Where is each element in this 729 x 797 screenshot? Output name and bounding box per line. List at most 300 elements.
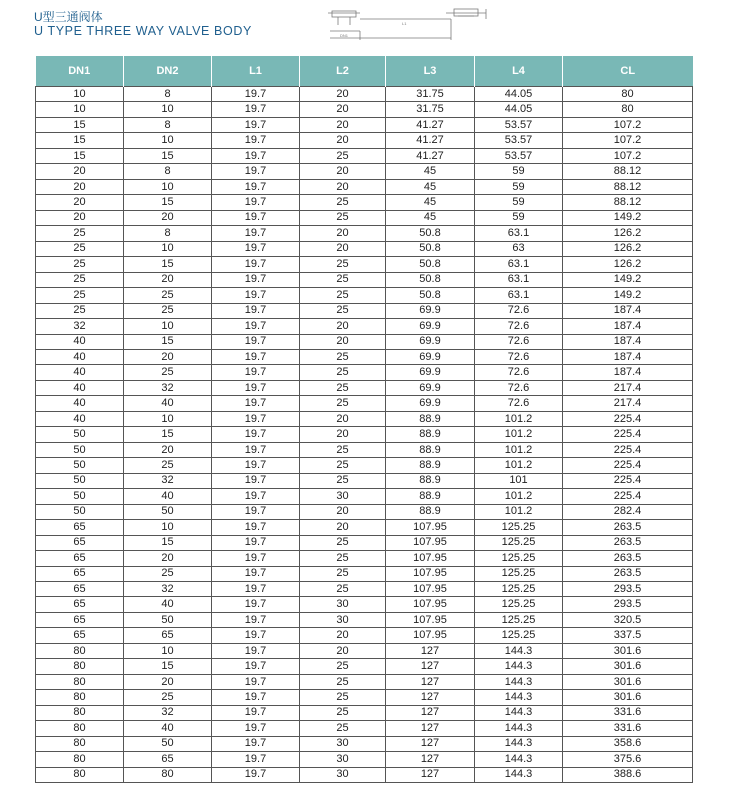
cell-l2: 30 <box>300 597 386 612</box>
cell-cl: 225.4 <box>563 411 693 426</box>
cell-l2: 20 <box>300 411 386 426</box>
cell-l3: 45 <box>386 164 475 179</box>
cell-dn2: 15 <box>124 535 212 550</box>
table-header-row <box>36 56 693 87</box>
cell-l3: 69.9 <box>386 349 475 364</box>
cell-cl: 80 <box>563 87 693 102</box>
cell-dn1: 40 <box>36 365 124 380</box>
cell-dn1: 40 <box>36 380 124 395</box>
cell-l1: 19.7 <box>212 365 300 380</box>
cell-l2: 30 <box>300 489 386 504</box>
cell-cl: 301.6 <box>563 674 693 689</box>
table-row <box>36 674 693 689</box>
header-l3: L3 <box>386 56 475 87</box>
cell-dn1: 10 <box>36 87 124 102</box>
cell-l3: 88.9 <box>386 411 475 426</box>
cell-cl: 331.6 <box>563 721 693 736</box>
cell-cl: 282.4 <box>563 504 693 519</box>
cell-cl: 301.6 <box>563 643 693 658</box>
cell-l3: 41.27 <box>386 148 475 163</box>
cell-l1: 19.7 <box>212 643 300 658</box>
cell-l4: 63.1 <box>475 257 563 272</box>
cell-cl: 301.6 <box>563 690 693 705</box>
cell-l3: 107.95 <box>386 597 475 612</box>
cell-dn2: 20 <box>124 210 212 225</box>
cell-dn1: 25 <box>36 226 124 241</box>
cell-l1: 19.7 <box>212 380 300 395</box>
cell-l4: 125.25 <box>475 535 563 550</box>
cell-l4: 72.6 <box>475 396 563 411</box>
cell-l4: 125.25 <box>475 582 563 597</box>
cell-cl: 126.2 <box>563 257 693 272</box>
cell-l2: 25 <box>300 535 386 550</box>
cell-l4: 101.2 <box>475 489 563 504</box>
cell-l3: 45 <box>386 179 475 194</box>
cell-l1: 19.7 <box>212 210 300 225</box>
cell-l3: 107.95 <box>386 551 475 566</box>
cell-l1: 19.7 <box>212 133 300 148</box>
cell-dn2: 8 <box>124 87 212 102</box>
cell-l2: 25 <box>300 690 386 705</box>
cell-cl: 88.12 <box>563 164 693 179</box>
cell-dn1: 80 <box>36 705 124 720</box>
cell-l2: 25 <box>300 705 386 720</box>
cell-cl: 263.5 <box>563 551 693 566</box>
cell-cl: 388.6 <box>563 767 693 782</box>
cell-l2: 20 <box>300 226 386 241</box>
cell-l3: 50.8 <box>386 272 475 287</box>
cell-l4: 101 <box>475 473 563 488</box>
cell-l4: 59 <box>475 210 563 225</box>
cell-l4: 101.2 <box>475 504 563 519</box>
table-row <box>36 102 693 117</box>
cell-l2: 25 <box>300 195 386 210</box>
cell-l4: 63.1 <box>475 288 563 303</box>
cell-dn1: 40 <box>36 411 124 426</box>
cell-l3: 127 <box>386 736 475 751</box>
cell-l3: 107.95 <box>386 582 475 597</box>
cell-dn1: 80 <box>36 690 124 705</box>
table-row <box>36 643 693 658</box>
cell-l3: 127 <box>386 721 475 736</box>
cell-dn2: 25 <box>124 566 212 581</box>
cell-dn2: 65 <box>124 752 212 767</box>
table-row <box>36 241 693 256</box>
cell-l1: 19.7 <box>212 520 300 535</box>
cell-cl: 187.4 <box>563 303 693 318</box>
table-row <box>36 133 693 148</box>
cell-cl: 107.2 <box>563 148 693 163</box>
cell-l4: 101.2 <box>475 458 563 473</box>
cell-l3: 69.9 <box>386 380 475 395</box>
cell-l2: 25 <box>300 551 386 566</box>
cell-l1: 19.7 <box>212 597 300 612</box>
valve-drawing <box>326 5 496 43</box>
cell-l4: 101.2 <box>475 442 563 457</box>
cell-l1: 19.7 <box>212 721 300 736</box>
cell-l1: 19.7 <box>212 226 300 241</box>
table-row <box>36 736 693 751</box>
table-row <box>36 628 693 643</box>
cell-cl: 263.5 <box>563 535 693 550</box>
cell-dn1: 15 <box>36 133 124 148</box>
cell-l3: 69.9 <box>386 334 475 349</box>
cell-dn2: 10 <box>124 319 212 334</box>
cell-cl: 263.5 <box>563 566 693 581</box>
cell-l4: 144.3 <box>475 643 563 658</box>
cell-dn1: 50 <box>36 473 124 488</box>
cell-l4: 125.25 <box>475 597 563 612</box>
cell-dn2: 50 <box>124 736 212 751</box>
cell-l2: 20 <box>300 628 386 643</box>
cell-dn2: 20 <box>124 349 212 364</box>
cell-cl: 187.4 <box>563 365 693 380</box>
cell-dn2: 10 <box>124 411 212 426</box>
table-row <box>36 195 693 210</box>
cell-l4: 72.6 <box>475 319 563 334</box>
cell-l1: 19.7 <box>212 690 300 705</box>
cell-l4: 144.3 <box>475 705 563 720</box>
cell-l4: 144.3 <box>475 659 563 674</box>
cell-dn1: 10 <box>36 102 124 117</box>
cell-cl: 126.2 <box>563 226 693 241</box>
cell-dn2: 25 <box>124 365 212 380</box>
cell-l4: 72.6 <box>475 303 563 318</box>
cell-l2: 20 <box>300 334 386 349</box>
cell-l4: 125.25 <box>475 566 563 581</box>
cell-l1: 19.7 <box>212 241 300 256</box>
cell-l3: 127 <box>386 690 475 705</box>
cell-l3: 127 <box>386 674 475 689</box>
cell-l4: 59 <box>475 195 563 210</box>
cell-dn1: 80 <box>36 659 124 674</box>
cell-dn1: 50 <box>36 442 124 457</box>
cell-dn1: 65 <box>36 520 124 535</box>
cell-cl: 225.4 <box>563 458 693 473</box>
cell-l3: 88.9 <box>386 504 475 519</box>
cell-l3: 127 <box>386 659 475 674</box>
cell-l3: 69.9 <box>386 303 475 318</box>
cell-l1: 19.7 <box>212 319 300 334</box>
cell-l4: 72.6 <box>475 334 563 349</box>
cell-l1: 19.7 <box>212 303 300 318</box>
cell-l4: 144.3 <box>475 690 563 705</box>
cell-l3: 88.9 <box>386 473 475 488</box>
cell-l1: 19.7 <box>212 272 300 287</box>
cell-l2: 25 <box>300 257 386 272</box>
cell-dn2: 20 <box>124 272 212 287</box>
table-row <box>36 226 693 241</box>
cell-dn1: 20 <box>36 195 124 210</box>
table-row <box>36 489 693 504</box>
cell-l4: 125.25 <box>475 612 563 627</box>
cell-l1: 19.7 <box>212 551 300 566</box>
cell-l2: 30 <box>300 736 386 751</box>
table-row <box>36 164 693 179</box>
cell-l1: 19.7 <box>212 489 300 504</box>
cell-l4: 63.1 <box>475 226 563 241</box>
cell-l2: 20 <box>300 520 386 535</box>
cell-l4: 144.3 <box>475 721 563 736</box>
cell-l2: 20 <box>300 102 386 117</box>
cell-l1: 19.7 <box>212 628 300 643</box>
cell-dn1: 65 <box>36 551 124 566</box>
cell-l2: 25 <box>300 582 386 597</box>
cell-l2: 20 <box>300 87 386 102</box>
cell-l3: 107.95 <box>386 520 475 535</box>
cell-l3: 88.9 <box>386 442 475 457</box>
cell-l3: 50.8 <box>386 226 475 241</box>
cell-l3: 107.95 <box>386 612 475 627</box>
cell-l2: 25 <box>300 396 386 411</box>
table-row <box>36 612 693 627</box>
title-english: U TYPE THREE WAY VALVE BODY <box>34 24 252 38</box>
cell-l3: 31.75 <box>386 87 475 102</box>
cell-l1: 19.7 <box>212 334 300 349</box>
table-row <box>36 597 693 612</box>
cell-l1: 19.7 <box>212 659 300 674</box>
cell-l2: 20 <box>300 179 386 194</box>
cell-l2: 25 <box>300 566 386 581</box>
table-row <box>36 752 693 767</box>
cell-cl: 217.4 <box>563 380 693 395</box>
cell-l4: 144.3 <box>475 752 563 767</box>
cell-dn2: 15 <box>124 334 212 349</box>
table-row <box>36 365 693 380</box>
cell-l3: 31.75 <box>386 102 475 117</box>
cell-l4: 72.6 <box>475 349 563 364</box>
cell-dn2: 20 <box>124 674 212 689</box>
cell-l1: 19.7 <box>212 612 300 627</box>
cell-dn2: 10 <box>124 133 212 148</box>
cell-dn2: 10 <box>124 179 212 194</box>
cell-l1: 19.7 <box>212 257 300 272</box>
cell-cl: 107.2 <box>563 117 693 132</box>
cell-l4: 63.1 <box>475 272 563 287</box>
cell-dn1: 25 <box>36 272 124 287</box>
cell-dn2: 15 <box>124 195 212 210</box>
cell-cl: 225.4 <box>563 489 693 504</box>
cell-l3: 69.9 <box>386 365 475 380</box>
cell-l3: 50.8 <box>386 257 475 272</box>
header-l4: L4 <box>475 56 563 87</box>
cell-cl: 187.4 <box>563 349 693 364</box>
cell-l2: 25 <box>300 148 386 163</box>
cell-cl: 225.4 <box>563 427 693 442</box>
cell-l3: 127 <box>386 705 475 720</box>
cell-dn2: 25 <box>124 458 212 473</box>
cell-l1: 19.7 <box>212 767 300 782</box>
cell-dn2: 40 <box>124 721 212 736</box>
table-row <box>36 473 693 488</box>
cell-l1: 19.7 <box>212 504 300 519</box>
cell-cl: 375.6 <box>563 752 693 767</box>
table-row <box>36 721 693 736</box>
cell-cl: 337.5 <box>563 628 693 643</box>
table-row <box>36 396 693 411</box>
cell-l3: 127 <box>386 752 475 767</box>
cell-dn1: 65 <box>36 597 124 612</box>
cell-l4: 101.2 <box>475 427 563 442</box>
cell-l4: 101.2 <box>475 411 563 426</box>
table-row <box>36 334 693 349</box>
cell-cl: 149.2 <box>563 288 693 303</box>
cell-dn1: 50 <box>36 504 124 519</box>
cell-l2: 30 <box>300 612 386 627</box>
cell-cl: 331.6 <box>563 705 693 720</box>
cell-dn2: 15 <box>124 427 212 442</box>
table-row <box>36 582 693 597</box>
cell-cl: 301.6 <box>563 659 693 674</box>
cell-dn2: 10 <box>124 520 212 535</box>
cell-l3: 88.9 <box>386 489 475 504</box>
cell-l1: 19.7 <box>212 117 300 132</box>
cell-l2: 25 <box>300 674 386 689</box>
cell-dn1: 25 <box>36 303 124 318</box>
cell-l2: 20 <box>300 117 386 132</box>
cell-l4: 44.05 <box>475 87 563 102</box>
cell-l3: 127 <box>386 767 475 782</box>
table-row <box>36 458 693 473</box>
cell-l4: 125.25 <box>475 520 563 535</box>
cell-cl: 149.2 <box>563 210 693 225</box>
cell-dn2: 8 <box>124 117 212 132</box>
cell-l3: 41.27 <box>386 117 475 132</box>
cell-l2: 20 <box>300 504 386 519</box>
cell-l1: 19.7 <box>212 705 300 720</box>
table-row <box>36 257 693 272</box>
header-l2: L2 <box>300 56 386 87</box>
cell-dn2: 25 <box>124 303 212 318</box>
cell-cl: 80 <box>563 102 693 117</box>
cell-cl: 320.5 <box>563 612 693 627</box>
cell-l2: 25 <box>300 442 386 457</box>
cell-l1: 19.7 <box>212 427 300 442</box>
header-l1: L1 <box>212 56 300 87</box>
cell-l4: 72.6 <box>475 380 563 395</box>
cell-l1: 19.7 <box>212 566 300 581</box>
table-row <box>36 535 693 550</box>
cell-dn1: 80 <box>36 643 124 658</box>
cell-l4: 72.6 <box>475 365 563 380</box>
cell-dn1: 20 <box>36 210 124 225</box>
cell-dn2: 40 <box>124 396 212 411</box>
cell-cl: 358.6 <box>563 736 693 751</box>
cell-l2: 25 <box>300 288 386 303</box>
cell-dn1: 80 <box>36 721 124 736</box>
cell-l2: 20 <box>300 643 386 658</box>
cell-dn2: 8 <box>124 226 212 241</box>
header-dn1: DN1 <box>36 56 124 87</box>
cell-l1: 19.7 <box>212 349 300 364</box>
cell-dn1: 50 <box>36 458 124 473</box>
cell-l3: 88.9 <box>386 427 475 442</box>
cell-l2: 20 <box>300 133 386 148</box>
table-row <box>36 566 693 581</box>
cell-dn2: 80 <box>124 767 212 782</box>
header-cl: CL <box>563 56 693 87</box>
cell-dn1: 50 <box>36 427 124 442</box>
cell-dn1: 65 <box>36 628 124 643</box>
cell-l1: 19.7 <box>212 195 300 210</box>
cell-cl: 225.4 <box>563 473 693 488</box>
cell-l4: 144.3 <box>475 674 563 689</box>
spec-table <box>35 56 693 783</box>
cell-dn1: 25 <box>36 288 124 303</box>
cell-dn1: 80 <box>36 752 124 767</box>
cell-l1: 19.7 <box>212 442 300 457</box>
cell-dn2: 15 <box>124 659 212 674</box>
table-row <box>36 288 693 303</box>
cell-l2: 25 <box>300 303 386 318</box>
cell-l3: 107.95 <box>386 535 475 550</box>
table-row <box>36 148 693 163</box>
cell-l3: 50.8 <box>386 288 475 303</box>
table-row <box>36 349 693 364</box>
cell-dn2: 20 <box>124 551 212 566</box>
cell-l1: 19.7 <box>212 288 300 303</box>
cell-cl: 88.12 <box>563 179 693 194</box>
cell-l1: 19.7 <box>212 473 300 488</box>
cell-dn1: 15 <box>36 117 124 132</box>
table-row <box>36 179 693 194</box>
cell-cl: 293.5 <box>563 582 693 597</box>
table-row <box>36 210 693 225</box>
cell-dn1: 50 <box>36 489 124 504</box>
cell-cl: 88.12 <box>563 195 693 210</box>
cell-l2: 20 <box>300 319 386 334</box>
cell-dn1: 25 <box>36 241 124 256</box>
cell-l3: 127 <box>386 643 475 658</box>
cell-dn2: 32 <box>124 582 212 597</box>
cell-dn1: 25 <box>36 257 124 272</box>
table-row <box>36 411 693 426</box>
cell-l3: 50.8 <box>386 241 475 256</box>
cell-cl: 107.2 <box>563 133 693 148</box>
cell-l2: 25 <box>300 365 386 380</box>
cell-l1: 19.7 <box>212 396 300 411</box>
cell-dn2: 25 <box>124 690 212 705</box>
cell-l4: 59 <box>475 179 563 194</box>
title-block <box>34 10 252 39</box>
cell-l4: 125.25 <box>475 628 563 643</box>
cell-dn2: 20 <box>124 442 212 457</box>
cell-l2: 30 <box>300 752 386 767</box>
cell-l1: 19.7 <box>212 87 300 102</box>
table-row <box>36 767 693 782</box>
cell-cl: 126.2 <box>563 241 693 256</box>
cell-l1: 19.7 <box>212 582 300 597</box>
cell-l3: 107.95 <box>386 566 475 581</box>
table-row <box>36 272 693 287</box>
cell-l4: 44.05 <box>475 102 563 117</box>
cell-dn2: 32 <box>124 705 212 720</box>
cell-l3: 41.27 <box>386 133 475 148</box>
cell-l4: 53.57 <box>475 148 563 163</box>
cell-dn2: 10 <box>124 241 212 256</box>
cell-cl: 225.4 <box>563 442 693 457</box>
cell-l1: 19.7 <box>212 148 300 163</box>
cell-dn1: 32 <box>36 319 124 334</box>
cell-dn2: 15 <box>124 257 212 272</box>
cell-dn2: 40 <box>124 489 212 504</box>
cell-l2: 25 <box>300 210 386 225</box>
table-row <box>36 551 693 566</box>
cell-cl: 149.2 <box>563 272 693 287</box>
cell-cl: 187.4 <box>563 319 693 334</box>
cell-l3: 45 <box>386 210 475 225</box>
cell-l3: 107.95 <box>386 628 475 643</box>
